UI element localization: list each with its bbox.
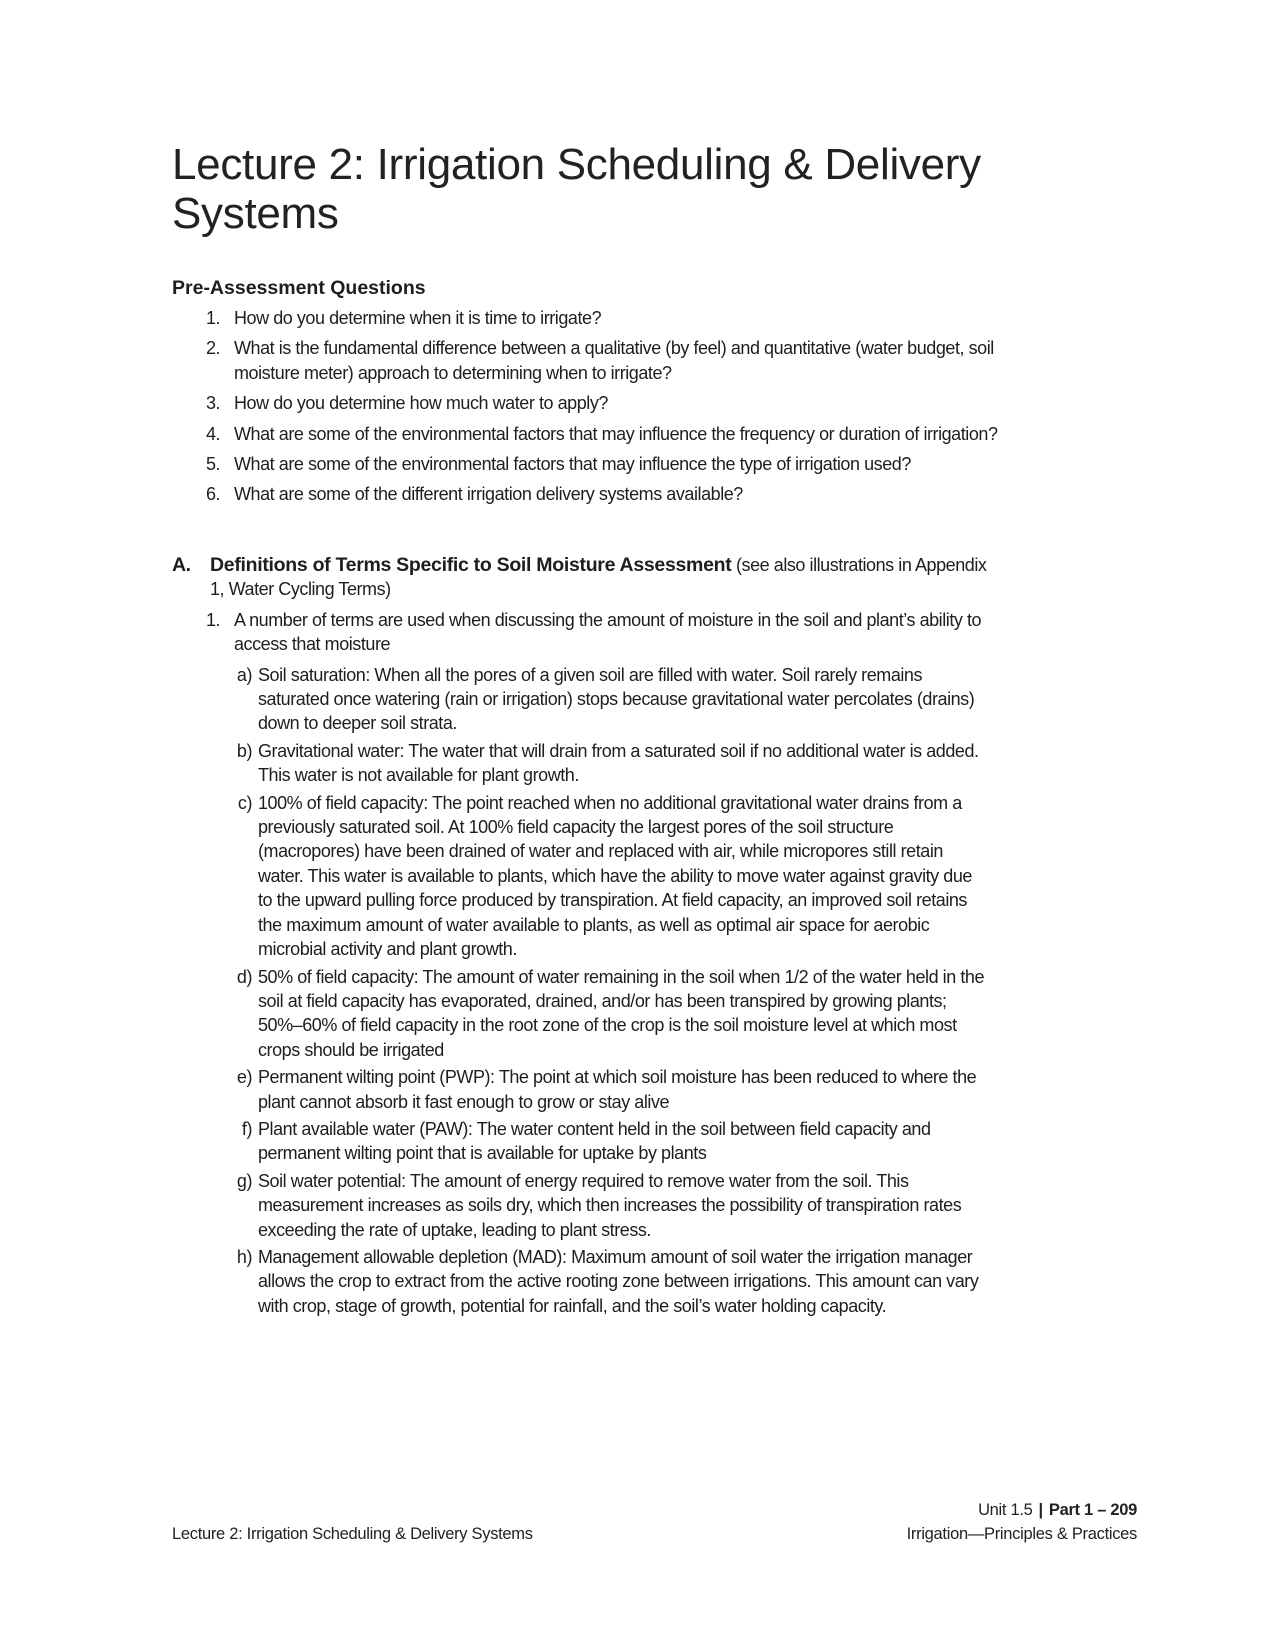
definition-text: 50% of field capacity: The amount of water remaining in the soil when 1/2 of the water held in the soil at field capacity has evaporated, drained, and/or has been transpired by growing plants; 50%–60% of field capacity in the root zone of the crop is the soil moisture level at which most crops should be irrigated	[258, 966, 985, 1060]
question-number: 1.	[206, 308, 221, 328]
definition-management-allowable-depletion	[172, 1245, 988, 1318]
page-title: Lecture 2: Irrigation Scheduling & Delivery Systems	[172, 140, 981, 238]
definitions-note: (see also illustrations in	[736, 555, 912, 575]
footer-book-title: Irrigation—Principles & Practices	[906, 1525, 1137, 1543]
sub-marker: d)	[236, 966, 252, 987]
sub-marker: g)	[236, 1170, 252, 1191]
footer-separator: |	[1038, 1501, 1043, 1519]
definitions-heading	[172, 553, 992, 602]
footer-unit: Unit 1.5	[978, 1501, 1033, 1519]
sub-marker: c)	[237, 792, 252, 813]
definition-text: Management allowable depletion (MAD): Maximum amount of soil water the irrigation manager allows the crop to extract from the active rooting zone between irrigations. This amount can vary with crop, stage of growth, potential for rainfall, and the soil’s water holding capacity.	[258, 1246, 979, 1316]
question-item	[0, 336, 1014, 385]
item-text: A number of terms are used when discussing the amount of moisture in the soil and plant’s ability to access that moisture	[234, 609, 982, 655]
question-text: What are some of the different irrigation delivery systems available?	[234, 484, 743, 505]
section-marker: A.	[172, 554, 191, 576]
definitions-note-continued: Appendix 1, Water Cycling Terms)	[210, 555, 987, 600]
question-text: What is the fundamental difference between a qualitative (by feel) and quantitative (water budget, soil moisture meter) approach to determining when to irrigate?	[234, 338, 994, 383]
sub-marker: h)	[236, 1246, 252, 1267]
definition-text: Soil saturation: When all the pores of a given soil are filled with water. Soil rarely remains saturated once watering (rain or irrigation) stops because gravitational water percolates (drains) down to deeper soil strata.	[258, 664, 975, 734]
definition-plant-available-water	[172, 1117, 988, 1166]
definitions-section	[172, 553, 992, 1321]
definition-soil-water-potential	[172, 1169, 988, 1242]
question-number: 2.	[206, 338, 221, 359]
definition-gravitational-water	[172, 739, 988, 788]
item-number: 1.	[206, 609, 221, 630]
question-item	[0, 452, 1014, 476]
pre-assessment-heading: Pre-Assessment Questions	[172, 277, 426, 299]
question-item	[0, 306, 1014, 330]
sub-marker: a)	[236, 664, 252, 685]
question-text: What are some of the environmental factors that may influence the type of irrigation used?	[234, 454, 911, 475]
question-number: 4.	[206, 423, 221, 444]
question-text: What are some of the environmental factors that may influence the frequency or duration of irrigation?	[234, 423, 998, 444]
pre-assessment-list	[0, 306, 1014, 513]
definition-permanent-wilting-point	[172, 1065, 988, 1114]
definition-text: Gravitational water: The water that will drain from a saturated soil if no additional water is added. This water is not available for plant growth.	[258, 740, 979, 786]
definition-field-capacity-50	[172, 965, 988, 1063]
footer-page-number: Part 1 – 209	[1048, 1501, 1137, 1519]
definition-field-capacity-100	[172, 791, 988, 962]
question-number: 3.	[206, 393, 221, 414]
definition-text: Soil water potential: The amount of energy required to remove water from the soil. This measurement increases as soils dry, which then increases the possibility of transpiration rates exceeding the rate of uptake, leading to plant stress.	[258, 1170, 962, 1240]
footer-page-info	[978, 1498, 1137, 1522]
question-item	[0, 482, 1014, 506]
question-number: 5.	[206, 454, 221, 475]
definitions-title: Definitions of Terms Specific to Soil Moisture Assessment	[210, 554, 732, 576]
definition-text: 100% of field capacity: The point reached when no additional gravitational water drains from a previously saturated soil. At 100% field capacity the largest pores of the soil structure (macropores) have been drained of water and replaced with air, while micropores still retain water. This water is available to plants, which have the ability to move water against gravity due to the upward pulling force produced by transpiration. At field capacity, an improved soil retains the maximum amount of water available to plants, as well as optimal air space for aerobic microbial activity and plant growth.	[258, 792, 972, 960]
question-number: 6.	[206, 484, 221, 505]
question-item	[0, 422, 1014, 446]
sub-marker: e)	[236, 1067, 252, 1088]
definition-text: Permanent wilting point (PWP): The point at which soil moisture has been reduced to where the plant cannot absorb it fast enough to grow or stay alive	[258, 1067, 977, 1112]
question-item	[0, 391, 1014, 415]
sub-marker: f)	[241, 1118, 252, 1139]
definition-text: Plant available water (PAW): The water content held in the soil between field capacity and permanent wilting point that is available for uptake by plants	[258, 1118, 931, 1164]
question-text: How do you determine when it is time to irrigate?	[234, 308, 602, 328]
footer-lecture-title: Lecture 2: Irrigation Scheduling & Delivery Systems	[172, 1525, 533, 1543]
sub-marker: b)	[236, 740, 252, 761]
definition-soil-saturation	[172, 663, 988, 736]
question-text: How do you determine how much water to apply?	[234, 393, 608, 414]
definitions-sublist	[172, 663, 992, 1319]
definitions-item	[172, 608, 992, 657]
